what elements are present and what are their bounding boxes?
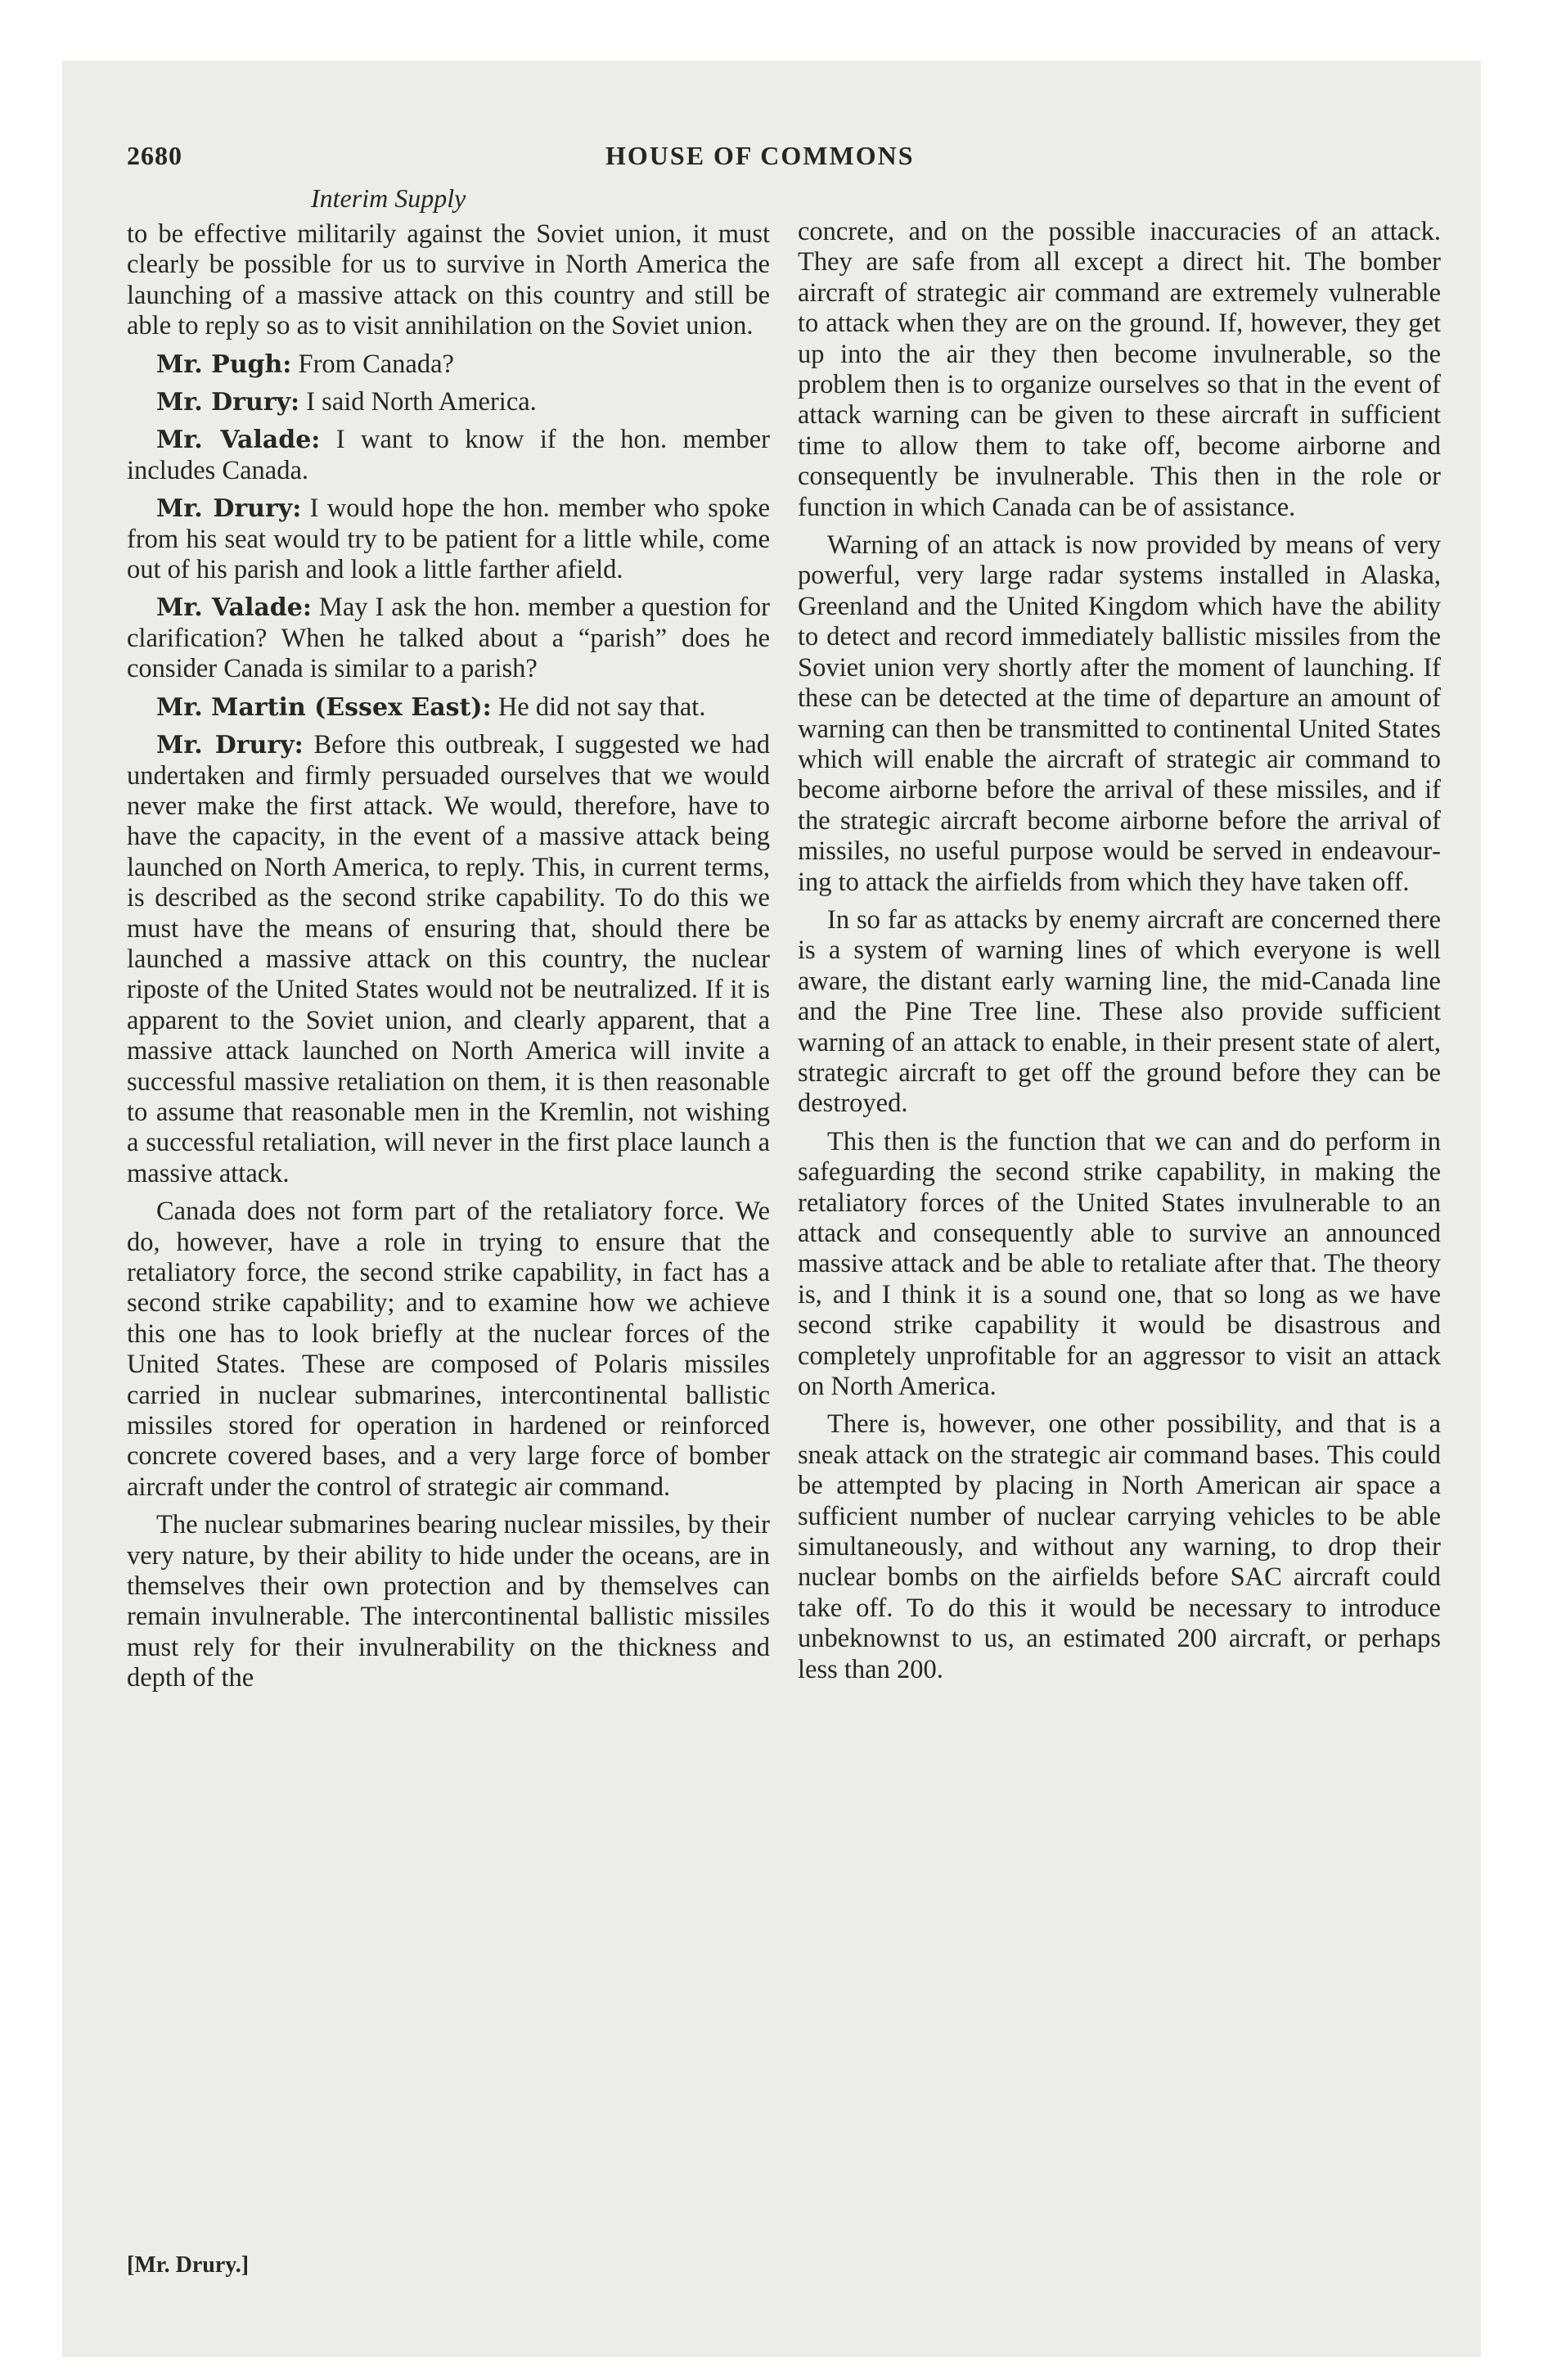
paragraph [798, 530, 1441, 898]
paragraph [798, 1409, 1441, 1685]
speaker-name: Mr. Drury: [156, 731, 304, 760]
paragraph [127, 1197, 770, 1503]
paragraph [127, 349, 770, 380]
paragraph-text: concrete, and on the possible inaccuracies of an attack. They are safe from all except a direct hit. The bomber aircraft of strategic air command are extremely vulnerable to attack when they are on the ground. If, however, they get up into the air they then become invulnerable, so the problem then is to organize ourselves so that in the event of attack warning can be given to these aircraft in sufficient time to allow them to take off, become airborne and consequently be invulnerable. This then in the role or function in which Canada can be of assistance. [798, 217, 1441, 522]
paragraph [127, 387, 770, 417]
paragraph [127, 494, 770, 585]
paragraph-text: From Canada? [298, 349, 454, 379]
paragraph [127, 425, 770, 486]
paragraph [798, 217, 1441, 523]
paragraph-text: There is, however, one other possibility, and that is a sneak attack on the strategic air command bases. This could be attempted by placing in North American air space a sufficient number of nuclear carrying vehicles to be able simultaneously, and without any warning, to drop their nuclear bombs on the airfields before SAC aircraft could take off. To do this it would be necessary to introduce unbeknownst to us, an estimated 200 aircraft, or perhaps less than 200. [798, 1409, 1441, 1684]
left-column [127, 219, 770, 1702]
paragraph [798, 905, 1441, 1120]
paragraph-text: He did not say that. [497, 692, 706, 722]
paragraph [127, 692, 770, 723]
right-column [798, 217, 1441, 1693]
paragraph-text: Before this outbreak, I suggested we had undertaken and firmly persuaded ourselves that we would never make the first attack. We would, therefore, have to have the capacity, in the event of a massive attack being launched on North America, to reply. This, in current terms, is described as the second strike capability. To do this we must have the means of ensuring that, should there be launched a massive attack on this country, the nuclear riposte of the United States would not be neutralized. If it is apparent to the Soviet union, and clearly apparent, that a massive attack launched on North America will invite a successful massive retaliation on them, it is then reasonable to assume that reasonable men in the Kremlin, not wishing a successful retaliation, will never in the first place launch a massive attack. [127, 730, 770, 1188]
speaker-name: Mr. Pugh: [156, 349, 292, 379]
speaker-name: Mr. Drury: [156, 494, 302, 524]
section-subhead: Interim Supply [311, 183, 466, 213]
paragraph-text: This then is the function that we can and do perform in safeguarding the second strike capability, in making the retaliatory forces of the United States invulnerable to an attack and consequently able to survive an announced massive attack and be able to retaliate after that. The theory is, and I think it is a sound one, that so long as we have second strike capability it would be disastrous and completely unprofitable for an aggressor to visit an attack on North America. [798, 1126, 1441, 1402]
running-head: HOUSE OF COMMONS [605, 141, 915, 170]
speaker-name: Mr. Martin (Essex East): [156, 692, 492, 722]
speaker-name: Mr. Drury: [156, 388, 300, 417]
paragraph-text: to be effective militarily against the Soviet union, it must clearly be possible for us to survive in North America the launching of a massive attack on this country and still be able to reply so as to visit annihilation on the Soviet union. [127, 219, 770, 341]
paragraph-text: In so far as attacks by enemy aircraft are concerned there is a system of warning lines of which everyone is well aware, the distant early warning line, the mid-Canada line and the Pine Tree line. These also provide sufficient warning of an attack to enable, in their present state of alert, strategic aircraft to get off the ground before they can be destroyed. [798, 904, 1441, 1119]
paragraph-text: Canada does not form part of the retaliatory force. We do, however, have a role in trying to ensure that the retaliatory force, the second strike capability, in fact has a second strike capability; and to examine how we achieve this one has to look briefly at the nuclear forces of the United States. These are composed of Polaris missiles carried in nuclear submarines, intercontinental ballistic missiles stored for operation in hardened or reinforced concrete covered bases, and a very large force of bomber aircraft under the control of strategic air command. [127, 1197, 770, 1502]
paragraph-text: I would hope the hon. member who spoke from his seat would try to be patient for a little while, come out of his parish and look a little farther afield. [127, 494, 771, 585]
speaker-name: Mr. Valade: [156, 426, 321, 455]
speaker-footer: [Mr. Drury.] [127, 2252, 250, 2278]
paragraph [127, 1510, 770, 1693]
page-number: 2680 [127, 141, 182, 170]
paragraph-text: May I ask the hon. member a question for clarification? When he talked about a “parish” does he consider Canada is similar to a parish? [127, 593, 770, 684]
speaker-name: Mr. Valade: [156, 593, 312, 623]
paragraph [127, 593, 770, 684]
paragraph [798, 1127, 1441, 1403]
paragraph [127, 730, 770, 1189]
paragraph-text: I said North America. [306, 387, 537, 417]
paragraph [127, 219, 770, 342]
paragraph-text: I want to know if the hon. member includes Canada. [127, 425, 770, 485]
paragraph-text: Warning of an attack is now provided by means of very powerful, very large radar systems installed in Alaska, Greenland and the United Kingdom which have the ability to detect and record immediately ballistic missiles from the Soviet union very shortly after the moment of launching. If these can be detected at the time of departure an amount of warning can then be transmitted to continental United States which will enable the aircraft of strategic air command to become airborne before the arrival of these missiles, and if the strategic aircraft become airborne before the arrival of missiles, no useful purpose would be served in endeavouring to attack the airfields from which they have taken off. [798, 530, 1441, 897]
paragraph-text: The nuclear submarines bearing nuclear missiles, by their very nature, by their ability to hide under the oceans, are in themselves their own protection and by themselves can remain invulnerable. The intercontinental ballistic missiles must rely for their invulnerability on the thickness and depth of the [127, 1510, 770, 1693]
